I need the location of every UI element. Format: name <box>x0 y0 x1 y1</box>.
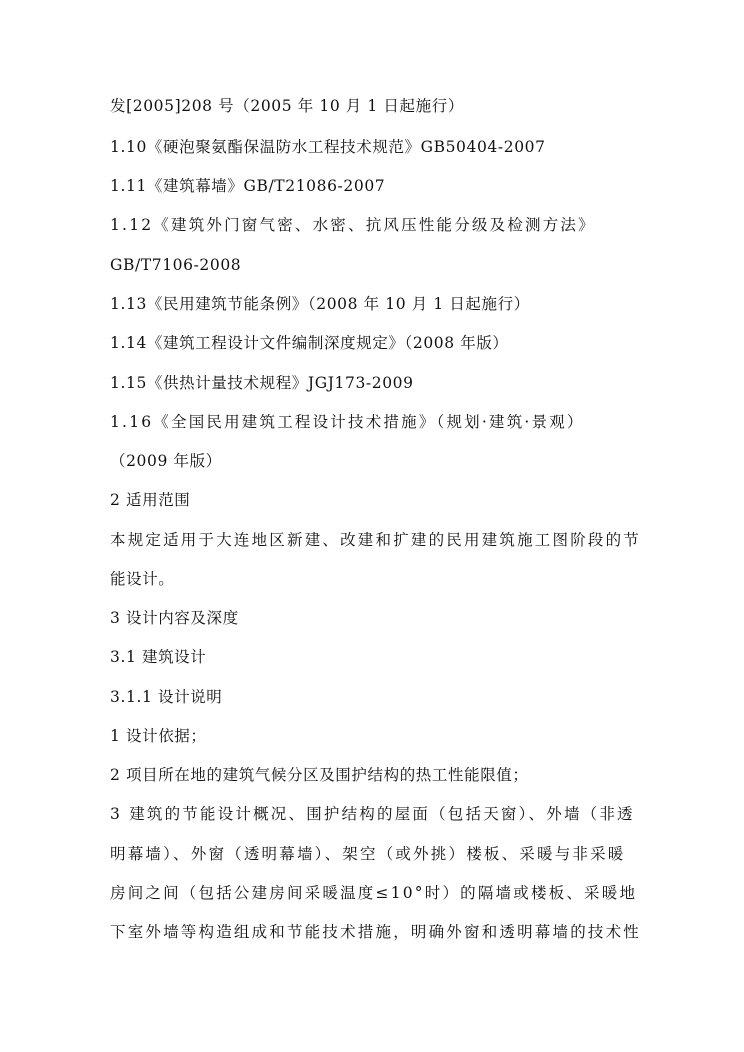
section-heading: 3.1.1 设计说明 <box>110 688 223 706</box>
text-line: GB/T7106-2008 <box>110 256 242 274</box>
text-line: 1.16《全国民用建筑工程设计技术措施》（规划·建筑·景观） <box>110 413 585 431</box>
section-heading: 3.1 建筑设计 <box>110 648 207 666</box>
text-line: 1.10《硬泡聚氨酯保温防水工程技术规范》GB50404-2007 <box>110 138 546 156</box>
text-line: 下室外墙等构造组成和节能技术措施，明确外窗和透明幕墙的技术性 <box>110 923 642 941</box>
text-line: 3 建筑的节能设计概况、围护结构的屋面（包括天窗）、外墙（非透 <box>110 805 635 823</box>
text-line: 明幕墙）、外窗（透明幕墙）、架空（或外挑）楼板、采暖与非采暖 <box>110 845 626 863</box>
text-line: 1.15《供热计量技术规程》JGJ173-2009 <box>110 374 414 392</box>
text-line: 1.11《建筑幕墙》GB/T21086-2007 <box>110 177 386 195</box>
text-line: 1.14《建筑工程设计文件编制深度规定》（2008 年版） <box>110 334 509 352</box>
text-line: 2 项目所在地的建筑气候分区及围护结构的热工性能限值； <box>110 766 529 784</box>
section-heading: 3 设计内容及深度 <box>110 609 239 627</box>
text-line: 房间之间（包括公建房间采暖温度≤10°时）的隔墙或楼板、采暖地 <box>110 884 638 902</box>
text-line: 1.12《建筑外门窗气密、水密、抗风压性能分级及检测方法》 <box>110 216 596 234</box>
text-line: 发[2005]208 号（2005 年 10 月 1 日起施行） <box>110 97 464 115</box>
text-line: （2009 年版） <box>110 452 222 470</box>
text-line: 能设计。 <box>110 570 175 588</box>
text-line: 1 设计依据； <box>110 727 207 745</box>
text-line: 1.13《民用建筑节能条例》（2008 年 10 月 1 日起施行） <box>110 295 530 313</box>
section-heading: 2 适用范围 <box>110 491 191 509</box>
text-line: 本规定适用于大连地区新建、改建和扩建的民用建筑施工图阶段的节 <box>110 531 642 549</box>
